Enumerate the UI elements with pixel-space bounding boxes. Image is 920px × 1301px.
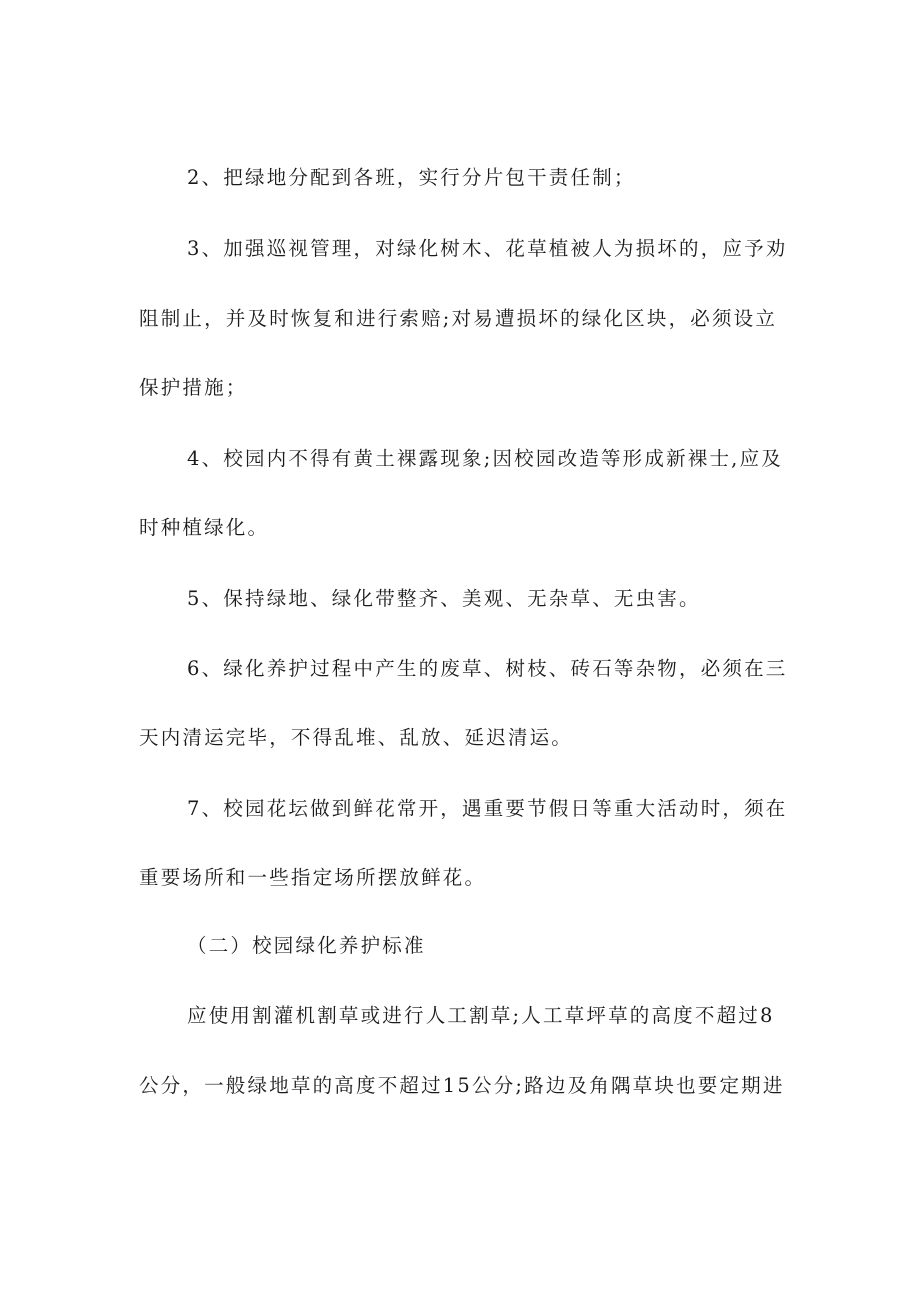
paragraph-6-line-1: 6、绿化养护过程中产生的废草、树枝、砖石等杂物，必须在三 [187, 657, 788, 680]
paragraph-5-line-1: 5、保持绿地、绿化带整齐、美观、无杂草、无虫害。 [187, 587, 701, 610]
paragraph-3-line-1: 3、加强巡视管理，对绿化树木、花草植被人为损坏的，应予劝 [187, 237, 788, 260]
section-body-line-2: 公分，一般绿地草的高度不超过15公分;路边及角隅草块也要定期进 [139, 1074, 785, 1097]
paragraph-7-line-1: 7、校园花坛做到鲜花常开，遇重要节假日等重大活动时，须在 [187, 797, 788, 820]
paragraph-2-line-1: 2、把绿地分配到各班，实行分片包干责任制； [187, 166, 636, 189]
paragraph-4-line-1: 4、校园内不得有黄土裸露现象;因校园改造等形成新裸士,应及 [187, 447, 783, 470]
paragraph-4-line-2: 时种植绿化。 [139, 516, 270, 539]
paragraph-3-line-3: 保护措施； [139, 376, 248, 399]
paragraph-7-line-2: 重要场所和一些指定场所摆放鲜花。 [139, 866, 487, 889]
section-body-line-1: 应使用割灌机割草或进行人工割草;人工草坪草的高度不超过8 [187, 1004, 775, 1027]
paragraph-6-line-2: 天内清运完毕，不得乱堆、乱放、延迟清运。 [139, 726, 574, 749]
section-heading: （二）校园绿化养护标准 [187, 934, 426, 957]
paragraph-3-line-2: 阻制止，并及时恢复和进行索赔;对易遭损坏的绿化区块，必须设立 [139, 307, 778, 330]
